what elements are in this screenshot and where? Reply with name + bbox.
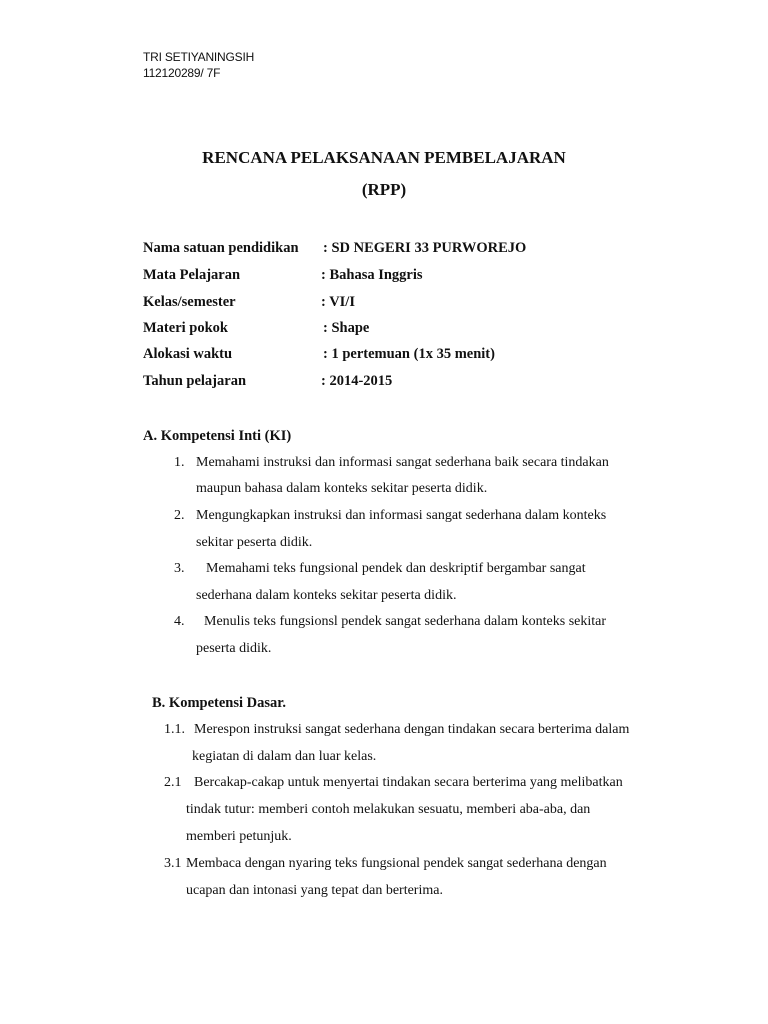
author-id: 112120289/ 7F — [143, 66, 221, 80]
document-subtitle: (RPP) — [361, 180, 407, 199]
list-item-number: 1. — [174, 455, 185, 470]
document-title: RENCANA PELAKSANAAN PEMBELAJARAN — [202, 148, 566, 167]
list-item-line: Bercakap-cakap untuk menyertai tindakan secara berterima yang melibatkan — [194, 775, 623, 790]
identity-value: : Bahasa Inggris — [321, 267, 423, 283]
list-item-number: 3.1 — [164, 856, 182, 871]
list-item-line: Memahami instruksi dan informasi sangat sederhana baik secara tindakan — [196, 455, 609, 470]
list-item-number: 2.1 — [164, 775, 182, 790]
list-item-line: kegiatan di dalam dan luar kelas. — [192, 749, 377, 764]
list-item-number: 1.1. — [164, 722, 185, 737]
list-item-number: 3. — [174, 561, 185, 576]
identity-value: : SD NEGERI 33 PURWOREJO — [323, 240, 527, 256]
identity-label: Nama satuan pendidikan — [143, 240, 299, 256]
list-item-line: Membaca dengan nyaring teks fungsional pendek sangat sederhana dengan — [186, 856, 607, 871]
list-item-line: memberi petunjuk. — [186, 829, 292, 844]
list-item-line: Mengungkapkan instruksi dan informasi sangat sederhana dalam konteks — [196, 508, 607, 523]
list-item-line: Menulis teks fungsionsl pendek sangat sederhana dalam konteks sekitar — [204, 614, 607, 629]
identity-label: Alokasi waktu — [143, 346, 233, 362]
identity-label: Materi pokok — [143, 320, 228, 336]
identity-value: : VI/I — [321, 294, 355, 310]
list-item-line: ucapan dan intonasi yang tepat dan berterima. — [186, 883, 443, 898]
list-item-line: maupun bahasa dalam konteks sekitar peserta didik. — [196, 481, 488, 496]
identity-label: Tahun pelajaran — [143, 373, 247, 389]
list-item-line: Memahami teks fungsional pendek dan deskriptif bergambar sangat — [206, 561, 586, 576]
list-item-line: tindak tutur: memberi contoh melakukan sesuatu, memberi aba-aba, dan — [186, 802, 591, 817]
list-item-line: sederhana dalam konteks sekitar peserta didik. — [196, 588, 457, 603]
list-item-number: 4. — [174, 614, 185, 629]
identity-label: Mata Pelajaran — [143, 267, 241, 283]
section-a-heading: A. Kompetensi Inti (KI) — [143, 428, 292, 444]
list-item-line: sekitar peserta didik. — [196, 535, 313, 550]
list-item-number: 2. — [174, 508, 185, 523]
list-item-line: peserta didik. — [196, 641, 272, 656]
list-item-line: Merespon instruksi sangat sederhana dengan tindakan secara berterima dalam — [194, 722, 630, 737]
identity-value: : Shape — [323, 320, 370, 336]
identity-value: : 2014-2015 — [321, 373, 393, 389]
identity-value: : 1 pertemuan (1x 35 menit) — [323, 346, 495, 362]
section-b-heading: B. Kompetensi Dasar. — [152, 695, 286, 711]
identity-label: Kelas/semester — [143, 294, 236, 310]
author-name: TRI SETIYANINGSIH — [143, 50, 255, 64]
